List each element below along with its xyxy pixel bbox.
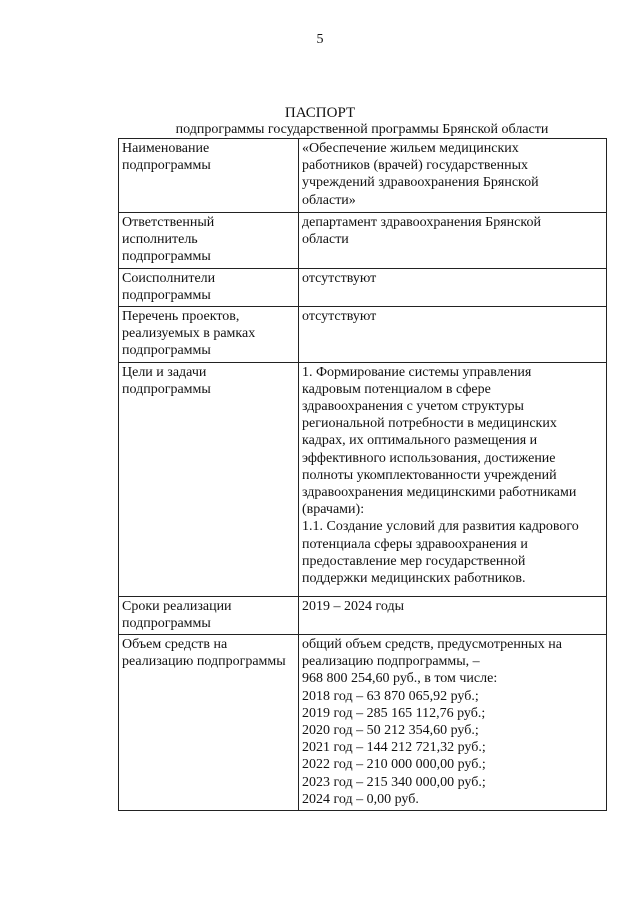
- label-line: подпрограммы: [122, 343, 211, 359]
- value-line: 2019 год – 285 165 112,76 руб.;: [302, 705, 486, 721]
- label-line: подпрограммы: [122, 249, 211, 265]
- passport-row-label: [119, 635, 299, 811]
- page-number: 5: [316, 32, 324, 47]
- label-line: подпрограммы: [122, 381, 211, 397]
- value-line: области: [302, 232, 349, 248]
- passport-row-label: [119, 362, 299, 596]
- passport-row: [119, 307, 607, 363]
- passport-row: [119, 362, 607, 596]
- passport-row-value: [299, 139, 607, 213]
- document-subtitle: подпрограммы государственной программы Брянской области: [175, 122, 549, 137]
- value-line: «Обеспечение жильем медицинских: [302, 141, 519, 156]
- value-line: здравоохранения медицинскими работниками: [302, 485, 577, 501]
- passport-row: [119, 268, 607, 306]
- label-line: Объем средств на: [122, 637, 228, 653]
- label-line: исполнитель: [122, 232, 198, 248]
- label-line: Ответственный: [122, 215, 215, 230]
- value-line: 1.1. Создание условий для развития кадрового: [302, 519, 579, 535]
- value-line: учреждений здравоохранения Брянской: [302, 175, 539, 191]
- value-line: 2019 – 2024 годы: [302, 598, 405, 614]
- label-line: подпрограммы: [122, 287, 211, 303]
- value-line: поддержки медицинских работников.: [302, 571, 526, 587]
- value-line: отсутствуют: [302, 309, 377, 325]
- value-line: (врачами):: [302, 502, 365, 518]
- passport-table-body: [119, 139, 607, 811]
- passport-row-label: [119, 213, 299, 269]
- value-line: кадровым потенциалом в сфере: [302, 381, 491, 397]
- value-line: 2021 год – 144 212 721,32 руб.;: [302, 740, 486, 756]
- passport-row-value: [299, 268, 607, 306]
- passport-row-value: [299, 213, 607, 269]
- value-line: предоставление мер государственной: [302, 553, 526, 569]
- value-line: 2024 год – 0,00 руб.: [302, 791, 419, 807]
- passport-table: [118, 138, 607, 811]
- label-line: Наименование: [122, 141, 210, 156]
- value-line: общий объем средств, предусмотренных на: [302, 637, 562, 653]
- passport-row-value: [299, 596, 607, 634]
- passport-row-label: [119, 268, 299, 306]
- value-line: отсутствуют: [302, 270, 377, 286]
- label-line: реализацию подпрограммы: [122, 654, 286, 670]
- label-line: Сроки реализации: [122, 598, 232, 614]
- passport-row: [119, 139, 607, 213]
- value-line: эффективного использования, достижение: [302, 450, 556, 466]
- value-line: здравоохранения с учетом структуры: [302, 399, 524, 415]
- value-line: департамент здравоохранения Брянской: [302, 215, 541, 230]
- passport-row: [119, 635, 607, 811]
- passport-row: [119, 213, 607, 269]
- value-line: 2020 год – 50 212 354,60 руб.;: [302, 723, 479, 739]
- label-line: Цели и задачи: [122, 364, 207, 380]
- passport-row-value: [299, 362, 607, 596]
- document-title: ПАСПОРТ: [284, 105, 356, 121]
- value-line: 2018 год – 63 870 065,92 руб.;: [302, 688, 479, 704]
- passport-row-label: [119, 307, 299, 363]
- value-line: области»: [302, 192, 356, 208]
- value-line: реализацию подпрограммы, –: [302, 654, 480, 670]
- label-line: Соисполнители: [122, 270, 216, 286]
- passport-row-value: [299, 635, 607, 811]
- value-line: работников (врачей) государственных: [302, 158, 528, 174]
- label-line: реализуемых в рамках: [122, 326, 256, 342]
- value-line: региональной потребности в медицинских: [302, 416, 557, 432]
- value-line: полноты укомплектованности учреждений: [302, 467, 557, 483]
- value-line: 968 800 254,60 руб., в том числе:: [302, 671, 498, 687]
- passport-row-label: [119, 139, 299, 213]
- value-line: кадрах, их оптимального размещения и: [302, 433, 538, 449]
- value-line: 2023 год – 215 340 000,00 руб.;: [302, 774, 486, 790]
- passport-row: [119, 596, 607, 634]
- passport-row-label: [119, 596, 299, 634]
- label-line: Перечень проектов,: [122, 309, 240, 325]
- passport-row-value: [299, 307, 607, 363]
- label-line: подпрограммы: [122, 615, 211, 631]
- value-line: 1. Формирование системы управления: [302, 364, 532, 380]
- label-line: подпрограммы: [122, 158, 211, 174]
- value-line: потенциала сферы здравоохранения и: [302, 536, 528, 552]
- value-line: 2022 год – 210 000 000,00 руб.;: [302, 757, 486, 773]
